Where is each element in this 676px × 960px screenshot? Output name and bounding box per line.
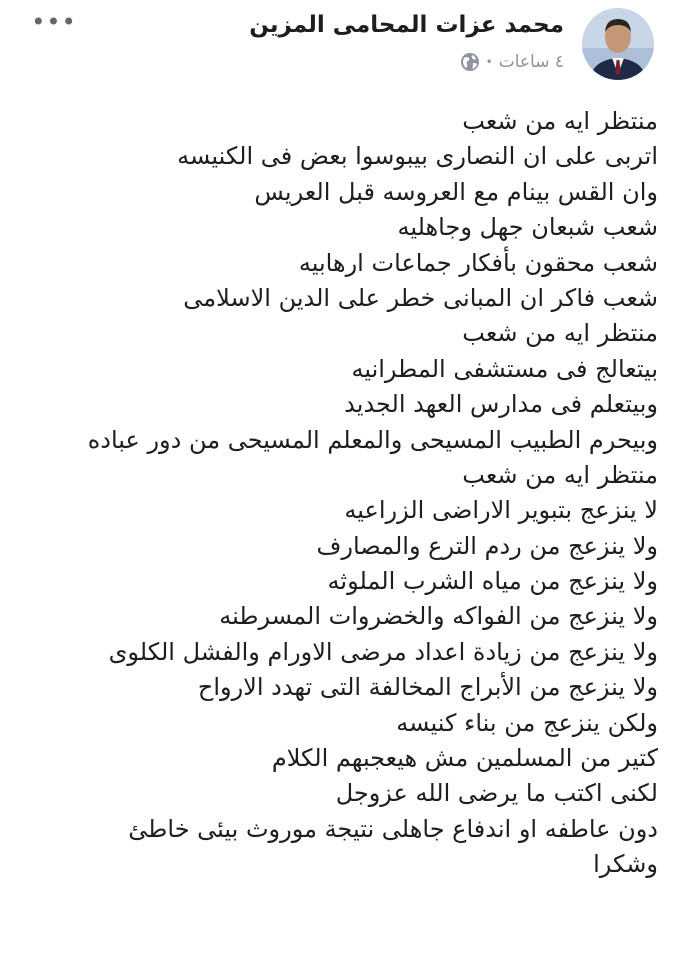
author-name[interactable]: محمد عزات المحامى المزين — [249, 12, 564, 38]
more-options-button[interactable]: ••• — [31, 8, 77, 36]
post-line: دون عاطفه او اندفاع جاهلى نتيجة موروث بيئى خاطئ — [128, 814, 658, 843]
post-line: ولا ينزعج من الفواكه والخضروات المسرطنه — [219, 602, 658, 631]
post-line: ولا ينزعج من مياه الشرب الملوثه — [327, 567, 658, 596]
meta-separator: • — [485, 55, 493, 69]
post-line: ولا ينزعج من ردم الترع والمصارف — [316, 531, 658, 560]
post-line: منتظر ايه من شعب — [462, 107, 658, 135]
author-avatar[interactable] — [582, 8, 654, 80]
post-line: كتير من المسلمين مش هيعجبهم الكلام — [271, 744, 658, 773]
globe-icon[interactable] — [460, 52, 480, 72]
post-line: ولكن ينزعج من بناء كنيسه — [396, 708, 658, 737]
post-header — [20, 6, 656, 82]
post-line: منتظر ايه من شعب — [462, 460, 658, 489]
post-line: وبيحرم الطبيب المسيحى والمعلم المسيحى من دور عباده — [87, 425, 658, 454]
post-line: ولا ينزعج من الأبراج المخالفة التى تهدد الارواح — [197, 673, 658, 702]
post-line: وبيتعلم فى مدارس العهد الجديد — [344, 390, 658, 419]
post-time[interactable]: ٤ ساعات — [498, 52, 564, 72]
post-line: شعب شبعان جهل وجاهليه — [397, 213, 658, 242]
post-line: شعب فاكر ان المبانى خطر على الدين الاسلامى — [183, 283, 658, 312]
post-line: وشكرا — [593, 850, 658, 879]
post-line: لكنى اكتب ما يرضى الله عزوجل — [335, 779, 658, 808]
post-line: لا ينزعج بتبوير الاراضى الزراعيه — [344, 496, 658, 525]
post-line: شعب محقون بأفكار جماعات ارهابيه — [298, 248, 658, 277]
post-line: وان القس بينام مع العروسه قبل العريس — [254, 177, 658, 206]
post-line: بيتعالج فى مستشفى المطرانيه — [351, 354, 658, 383]
post-body — [18, 104, 658, 883]
avatar-photo — [582, 8, 654, 80]
post-line: منتظر ايه من شعب — [462, 319, 658, 348]
post-meta — [460, 50, 564, 74]
post-line: ولا ينزعج من زيادة اعداد مرضى الاورام والفشل الكلوى — [108, 637, 658, 666]
post-line: اتربى على ان النصارى بيبوسوا بعض فى الكنيسه — [177, 142, 658, 171]
